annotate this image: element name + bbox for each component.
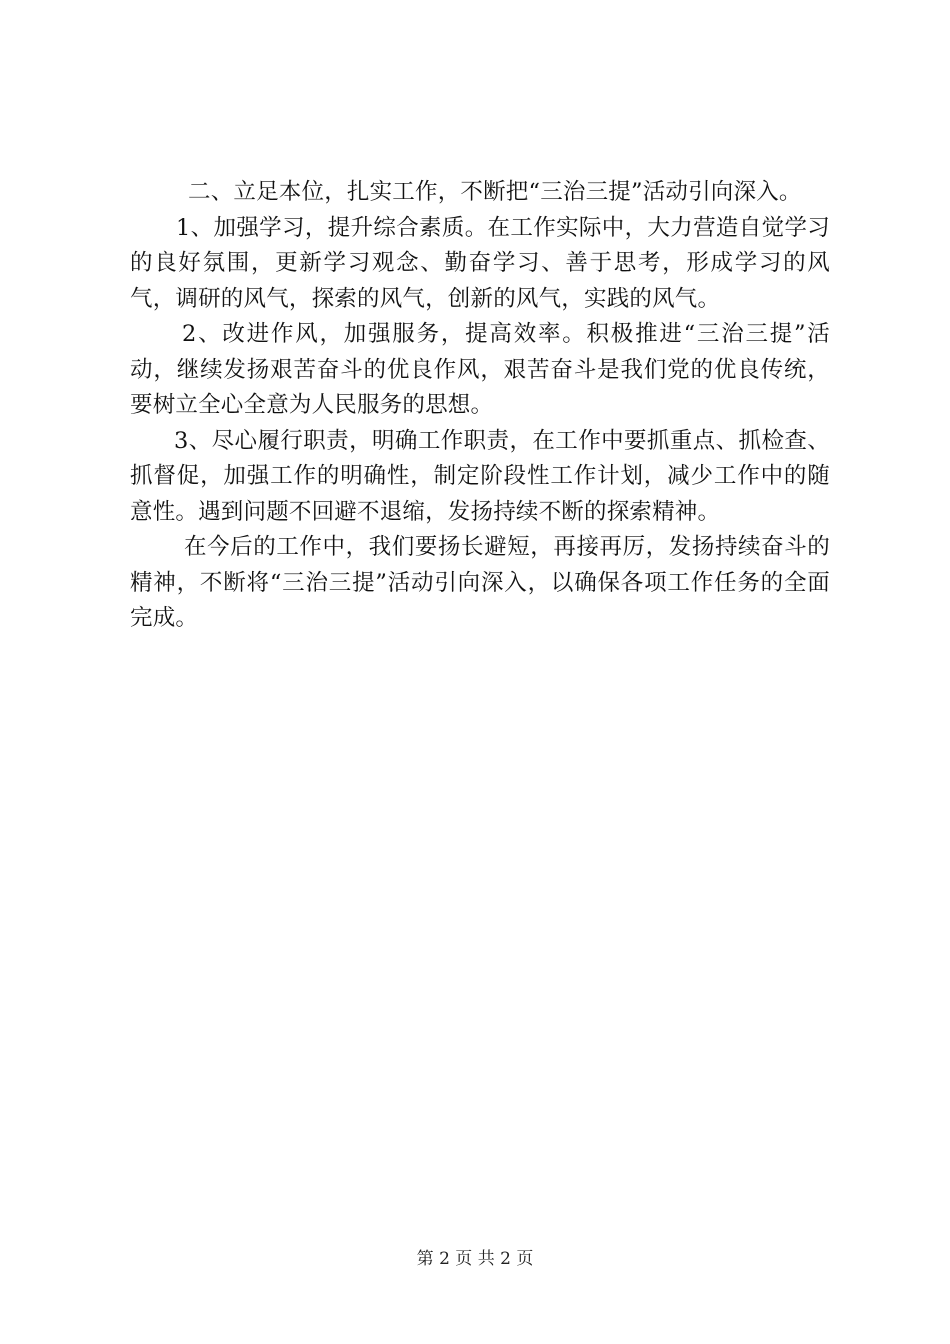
- page-number-footer: 第 2 页 共 2 页: [416, 1249, 534, 1269]
- paragraph-item-1-study: 1、加强学习，提升综合素质。在工作实际中，大力营造自觉学习的良好氛围，更新学习观念、勤奋学习、善于思考，形成学习的风气，调研的风气，探索的风气，创新的风气，实践的风气。: [130, 214, 830, 312]
- paragraph-conclusion: 在今后的工作中，我们要扬长避短，再接再厉，发扬持续奋斗的精神，不断将“三治三提”活动引向深入，以确保各项工作任务的全面完成。: [130, 534, 830, 631]
- document-body: [130, 175, 830, 637]
- paragraph-item-3-duties: 3、尽心履行职责，明确工作职责，在工作中要抓重点、抓检查、抓督促，加强工作的明确性，制定阶段性工作计划，减少工作中的随意性。遇到问题不回避不退缩，发扬持续不断的探索精神。: [130, 427, 830, 525]
- paragraph-item-2-work-style: 2、改进作风，加强服务，提高效率。积极推进“三治三提”活动，继续发扬艰苦奋斗的优良作风，艰苦奋斗是我们党的优良传统，要树立全心全意为人民服务的思想。: [130, 321, 830, 418]
- paragraph-section-two-heading: 二、立足本位，扎实工作，不断把“三治三提”活动引向深入。: [188, 179, 802, 205]
